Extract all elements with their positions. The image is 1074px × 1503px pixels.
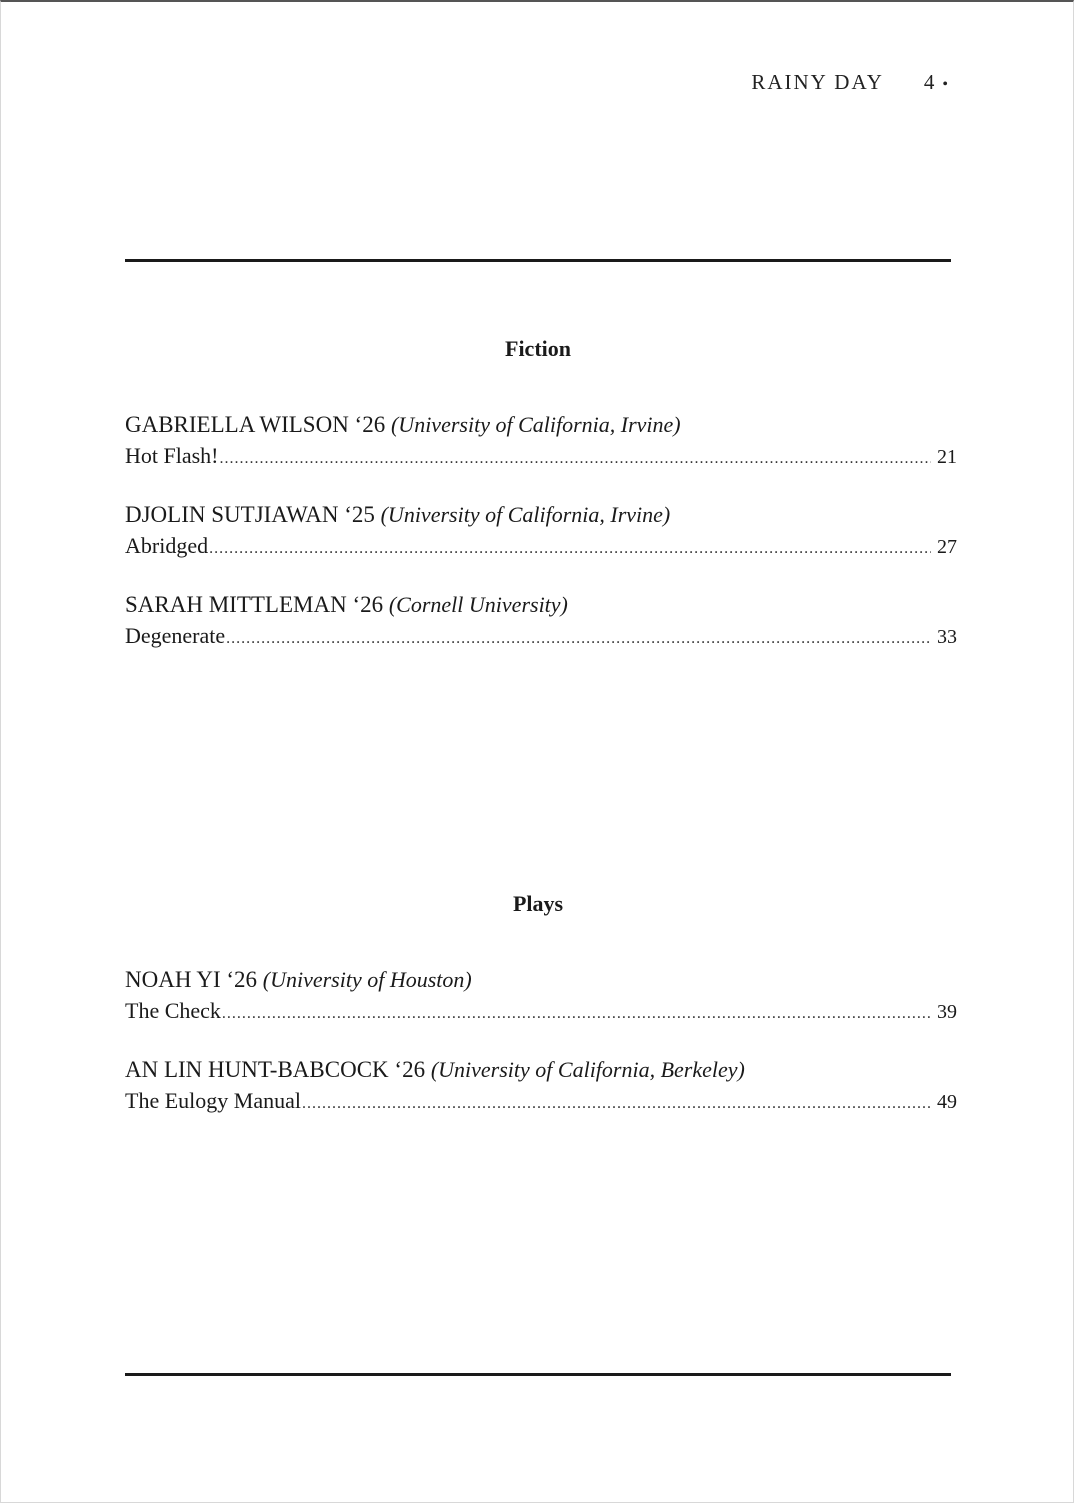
dot-leader xyxy=(220,445,932,473)
dot-leader xyxy=(222,1000,931,1028)
toc-entry xyxy=(125,411,957,473)
work-title: Degenerate xyxy=(125,623,226,648)
work-title: Abridged xyxy=(125,533,209,558)
dot-leader xyxy=(302,1090,931,1118)
author-affiliation: (Cornell University) xyxy=(388,592,568,617)
author-name: AN LIN HUNT-BABCOCK ‘26 xyxy=(125,1057,426,1082)
author-line xyxy=(125,411,957,439)
title-line xyxy=(125,442,957,473)
page-number: 33 xyxy=(937,626,957,648)
work-title: Hot Flash! xyxy=(125,443,219,468)
page-number: 27 xyxy=(937,536,957,558)
author-line xyxy=(125,966,957,994)
author-name: SARAH MITTLEMAN ‘26 xyxy=(125,592,384,617)
running-head-page-number: 4 xyxy=(923,70,935,94)
author-name: GABRIELLA WILSON ‘26 xyxy=(125,412,386,437)
work-title: The Check xyxy=(125,998,221,1023)
author-line xyxy=(125,501,957,529)
author-affiliation: (University of California, Irvine) xyxy=(380,502,671,527)
author-name: NOAH YI ‘26 xyxy=(125,967,258,992)
title-line xyxy=(125,997,957,1028)
page-number: 39 xyxy=(937,1001,957,1023)
author-affiliation: (University of California, Irvine) xyxy=(390,412,681,437)
title-line xyxy=(125,1087,957,1118)
toc-entry xyxy=(125,966,957,1028)
title-line xyxy=(125,622,957,653)
toc-entry xyxy=(125,591,957,653)
author-affiliation: (University of California, Berkeley) xyxy=(430,1057,745,1082)
bottom-rule xyxy=(125,1373,951,1376)
top-rule xyxy=(125,259,951,262)
author-name: DJOLIN SUTJIAWAN ‘25 xyxy=(125,502,375,527)
toc-entry xyxy=(125,1056,957,1118)
running-head-title: RAINY DAY xyxy=(751,70,884,94)
dot-leader xyxy=(209,535,931,563)
section-heading-plays: Plays xyxy=(512,891,564,916)
title-line xyxy=(125,532,957,563)
author-affiliation: (University of Houston) xyxy=(262,967,472,992)
running-head xyxy=(751,70,950,95)
section-heading-fiction: Fiction xyxy=(505,336,571,361)
running-head-bullet: • xyxy=(942,76,950,93)
author-line xyxy=(125,591,957,619)
page-number: 21 xyxy=(937,446,957,468)
dot-leader xyxy=(226,625,931,653)
toc-entry xyxy=(125,501,957,563)
author-line xyxy=(125,1056,957,1084)
page-number: 49 xyxy=(937,1091,957,1113)
work-title: The Eulogy Manual xyxy=(125,1088,301,1113)
